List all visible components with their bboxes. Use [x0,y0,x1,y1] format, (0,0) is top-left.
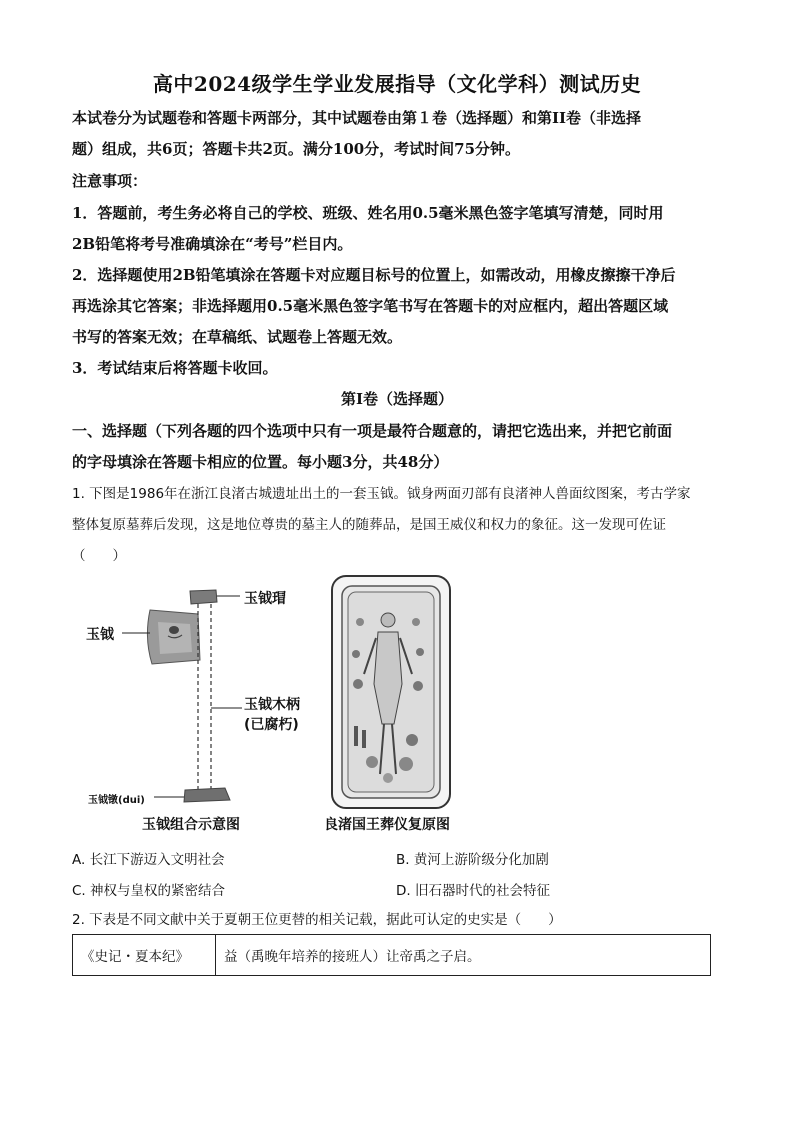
figure-label-handle-2: (已腐朽) [244,717,299,733]
figure-label-yue: 玉钺 [86,627,114,643]
intro-line-2: 题）组成，共6页；答题卡共2页。满分100分，考试时间75分钟。 [72,140,521,158]
note-1-line-1: 1．答题前，考生务必将自己的学校、班级、姓名用0.5毫米黑色签字笔填写清楚，同时用 [72,204,664,222]
q1-option-d: D. 旧石器时代的社会特征 [396,883,550,899]
record-text: 益（禹晚年培养的接班人）让帝禹之子启。 [216,935,711,976]
figure-label-mao: 玉钺瑁 [244,591,286,607]
note-2-line-1: 2．选择题使用2B铅笔填涂在答题卡对应题目标号的位置上，如需改动，用橡皮擦擦干净后 [72,266,676,284]
figure-label-dui: 玉钺镦(dui) [88,795,145,806]
notes-heading: 注意事项： [72,172,148,190]
section-title: 第Ⅰ卷（选择题） [340,390,454,408]
q1-stem-line-1: 1. 下图是1986年在浙江良渚古城遗址出土的一套玉钺。钺身两面刃部有良渚神人兽面纹图案，考古学家 [72,486,691,502]
q1-option-b: B. 黄河上游阶级分化加剧 [396,852,549,868]
q2-records-table [72,934,711,976]
section-instruction-line-2: 的字母填涂在答题卡相应的位置。每小题3分，共48分） [72,453,449,471]
note-1-line-2: 2B铅笔将考号准确填涂在“考号”栏目内。 [72,235,353,253]
q1-stem-line-3: （ ） [72,548,126,564]
figure-label-handle-1: 玉钺木柄 [244,697,300,713]
q1-option-c: C. 神权与皇权的紧密结合 [72,883,226,899]
figure-caption-left: 玉钺组合示意图 [142,817,240,833]
note-2-line-3: 书写的答案无效；在草稿纸、试题卷上答题无效。 [72,328,403,346]
q1-option-a: A. 长江下游迈入文明社会 [72,852,225,868]
note-2-line-2: 再选涂其它答案；非选择题用0.5毫米黑色签字笔书写在答题卡的对应框内，超出答题区域 [72,297,669,315]
intro-line-1: 本试卷分为试题卷和答题卡两部分，其中试题卷由第１卷（选择题）和第II卷（非选择 [72,109,642,127]
record-source: 《史记・夏本纪》 [73,935,216,976]
burial-reconstruction-image [330,574,452,810]
q1-stem-line-2: 整体复原墓葬后发现，这是地位尊贵的墓主人的随葬品，是国王威仪和权力的象征。这一发现可佐证 [72,517,666,533]
section-instruction-line-1: 一、选择题（下列各题的四个选项中只有一项是最符合题意的，请把它选出来，并把它前面 [72,422,673,440]
q2-stem: 2. 下表是不同文献中关于夏朝王位更替的相关记载，据此可认定的史实是（ ） [72,912,562,928]
page-title: 高中2024级学生学业发展指导（文化学科）测试历史 [152,72,642,96]
jade-yue-diagram [80,578,320,808]
table-row [73,935,711,976]
figure-caption-right: 良渚国王葬仪复原图 [324,817,450,833]
note-3: 3．考试结束后将答题卡收回。 [72,359,278,377]
